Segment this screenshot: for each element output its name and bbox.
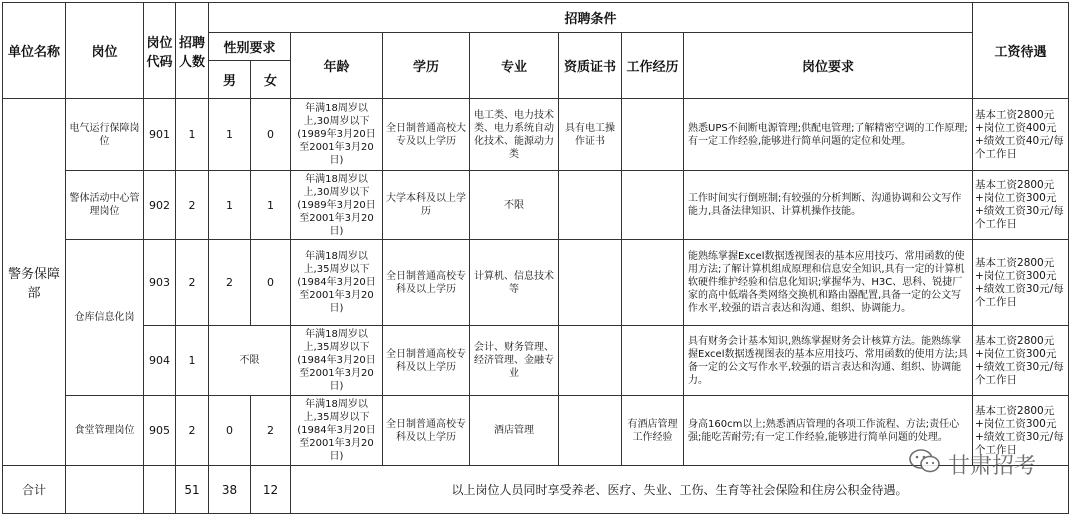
- total-male: 38: [209, 466, 251, 514]
- major-cell: 不限: [470, 171, 559, 240]
- header-code: 岗位代码: [144, 3, 176, 99]
- total-label: 合计: [3, 466, 66, 514]
- count-cell: 2: [176, 396, 209, 466]
- experience-cell: [622, 171, 684, 240]
- department-cell: 警务保障部: [3, 99, 66, 466]
- certificate-cell: [559, 396, 622, 466]
- code-cell: 905: [144, 396, 176, 466]
- male-cell: 1: [209, 171, 251, 240]
- position-cell: 食堂管理岗位: [66, 396, 144, 466]
- male-cell: 2: [209, 240, 251, 326]
- count-cell: 2: [176, 240, 209, 326]
- age-cell: 年满18周岁以上,30周岁以下(1989年3月20日至2001年3月20日): [291, 99, 383, 171]
- major-cell: 酒店管理: [470, 396, 559, 466]
- code-cell: 904: [144, 326, 176, 396]
- female-cell: 2: [251, 396, 291, 466]
- requirements-cell: 工作时间实行倒班制;有较强的分析判断、沟通协调和公文写作能力,具备法律知识、计算机操作技能。: [684, 171, 973, 240]
- salary-cell: 基本工资2800元+岗位工资300元+绩效工资30元/每个工作日: [973, 240, 1069, 326]
- requirements-cell: 身高160cm以上;熟悉酒店管理的各项工作流程、方法;责任心强;能吃苦耐劳;有一定工作经验,能够进行简单问题的处理。: [684, 396, 973, 466]
- certificate-cell: [559, 326, 622, 396]
- salary-cell: 基本工资2800元+岗位工资400元+绩效工资40元/每个工作日: [973, 99, 1069, 171]
- header-age: 年龄: [291, 33, 383, 99]
- total-empty-position: [66, 466, 144, 514]
- age-cell: 年满18周岁以上,35周岁以下(1984年3月20日至2001年3月20日): [291, 326, 383, 396]
- experience-cell: [622, 240, 684, 326]
- position-cell: 仓库信息化岗: [66, 240, 144, 396]
- total-count: 51: [176, 466, 209, 514]
- header-position: 岗位: [66, 3, 144, 99]
- major-cell: 会计、财务管理、经济管理、金融专业: [470, 326, 559, 396]
- header-education: 学历: [383, 33, 470, 99]
- education-cell: 全日制普通高校大专及以上学历: [383, 99, 470, 171]
- female-cell: 0: [251, 99, 291, 171]
- gender-any-cell: 不限: [209, 326, 291, 396]
- certificate-cell: 具有电工操作证书: [559, 99, 622, 171]
- count-cell: 1: [176, 326, 209, 396]
- requirements-cell: 能熟练掌握Excel数据透视图表的基本应用技巧、常用函数的使用方法;了解计算机组成原理和信息安全知识,具有一定的计算机软硬件维护经验和信息化知识;掌握华为、H3C、思科、锐捷厂家的高中低端各类网络交换机和路由器配置,具备一定的公文写作水平,较强的语言表达和沟通、组织、协调能力。: [684, 240, 973, 326]
- female-cell: 0: [251, 240, 291, 326]
- header-experience: 工作经历: [622, 33, 684, 99]
- header-male: 男: [209, 61, 251, 99]
- education-cell: 全日制普通高校专科及以上学历: [383, 396, 470, 466]
- education-cell: 全日制普通高校专科及以上学历: [383, 240, 470, 326]
- total-empty-code: [144, 466, 176, 514]
- table-row: [3, 326, 1069, 396]
- age-cell: 年满18周岁以上,35周岁以下(1984年3月20日至2001年3月20日): [291, 396, 383, 466]
- education-cell: 大学本科及以上学历: [383, 171, 470, 240]
- male-cell: 1: [209, 99, 251, 171]
- header-conditions: 招聘条件: [209, 3, 973, 33]
- header-major: 专业: [470, 33, 559, 99]
- experience-cell: [622, 99, 684, 171]
- header-salary: 工资待遇: [973, 3, 1069, 99]
- age-cell: 年满18周岁以上,30周岁以下(1989年3月20日至2001年3月20日): [291, 171, 383, 240]
- total-female: 12: [251, 466, 291, 514]
- table-row: [3, 171, 1069, 240]
- header-count: 招聘人数: [176, 3, 209, 99]
- female-cell: 1: [251, 171, 291, 240]
- salary-cell: 基本工资2800元+岗位工资300元+绩效工资30元/每个工作日: [973, 171, 1069, 240]
- total-note: 以上岗位人员同时享受养老、医疗、失业、工伤、生育等社会保险和住房公积金待遇。: [291, 466, 1069, 514]
- position-cell: 警体活动中心管理岗位: [66, 171, 144, 240]
- watermark-text: 甘肃招考: [947, 453, 1036, 479]
- requirements-cell: 具有财务会计基本知识,熟练掌握财务会计核算方法。能熟练掌握Excel数据透视图表的基本应用技巧、常用函数的使用方法;具备一定的公文写作水平,较强的语言表达和沟通、组织、协调能力。: [684, 326, 973, 396]
- certificate-cell: [559, 240, 622, 326]
- requirements-cell: 熟悉UPS不间断电源管理;供配电管理;了解精密空调的工作原理;有一定工作经验,能够进行简单问题的定位和处理。: [684, 99, 973, 171]
- wechat-icon: [908, 448, 942, 480]
- experience-cell: 有酒店管理工作经验: [622, 396, 684, 466]
- table-row: [3, 99, 1069, 171]
- header-certificate: 资质证书: [559, 33, 622, 99]
- recruitment-table: [2, 2, 1069, 514]
- position-cell: 电气运行保障岗位: [66, 99, 144, 171]
- certificate-cell: [559, 171, 622, 240]
- code-cell: 902: [144, 171, 176, 240]
- watermark: [908, 448, 1036, 480]
- education-cell: 全日制普通高校专科及以上学历: [383, 326, 470, 396]
- header-gender: 性别要求: [209, 33, 291, 61]
- major-cell: 电工类、电力技术类、电力系统自动化技术、能源动力类: [470, 99, 559, 171]
- table-row: [3, 240, 1069, 326]
- header-female: 女: [251, 61, 291, 99]
- code-cell: 903: [144, 240, 176, 326]
- salary-cell: 基本工资2800元+岗位工资300元+绩效工资30元/每个工作日: [973, 396, 1069, 466]
- experience-cell: [622, 326, 684, 396]
- male-cell: 0: [209, 396, 251, 466]
- count-cell: 1: [176, 99, 209, 171]
- count-cell: 2: [176, 171, 209, 240]
- code-cell: 901: [144, 99, 176, 171]
- age-cell: 年满18周岁以上,35周岁以下(1984年3月20日至2001年3月20日): [291, 240, 383, 326]
- header-requirements: 岗位要求: [684, 33, 973, 99]
- salary-cell: 基本工资2800元+岗位工资300元+绩效工资30元/每个工作日: [973, 326, 1069, 396]
- header-unit: 单位名称: [3, 3, 66, 99]
- major-cell: 计算机、信息技术等: [470, 240, 559, 326]
